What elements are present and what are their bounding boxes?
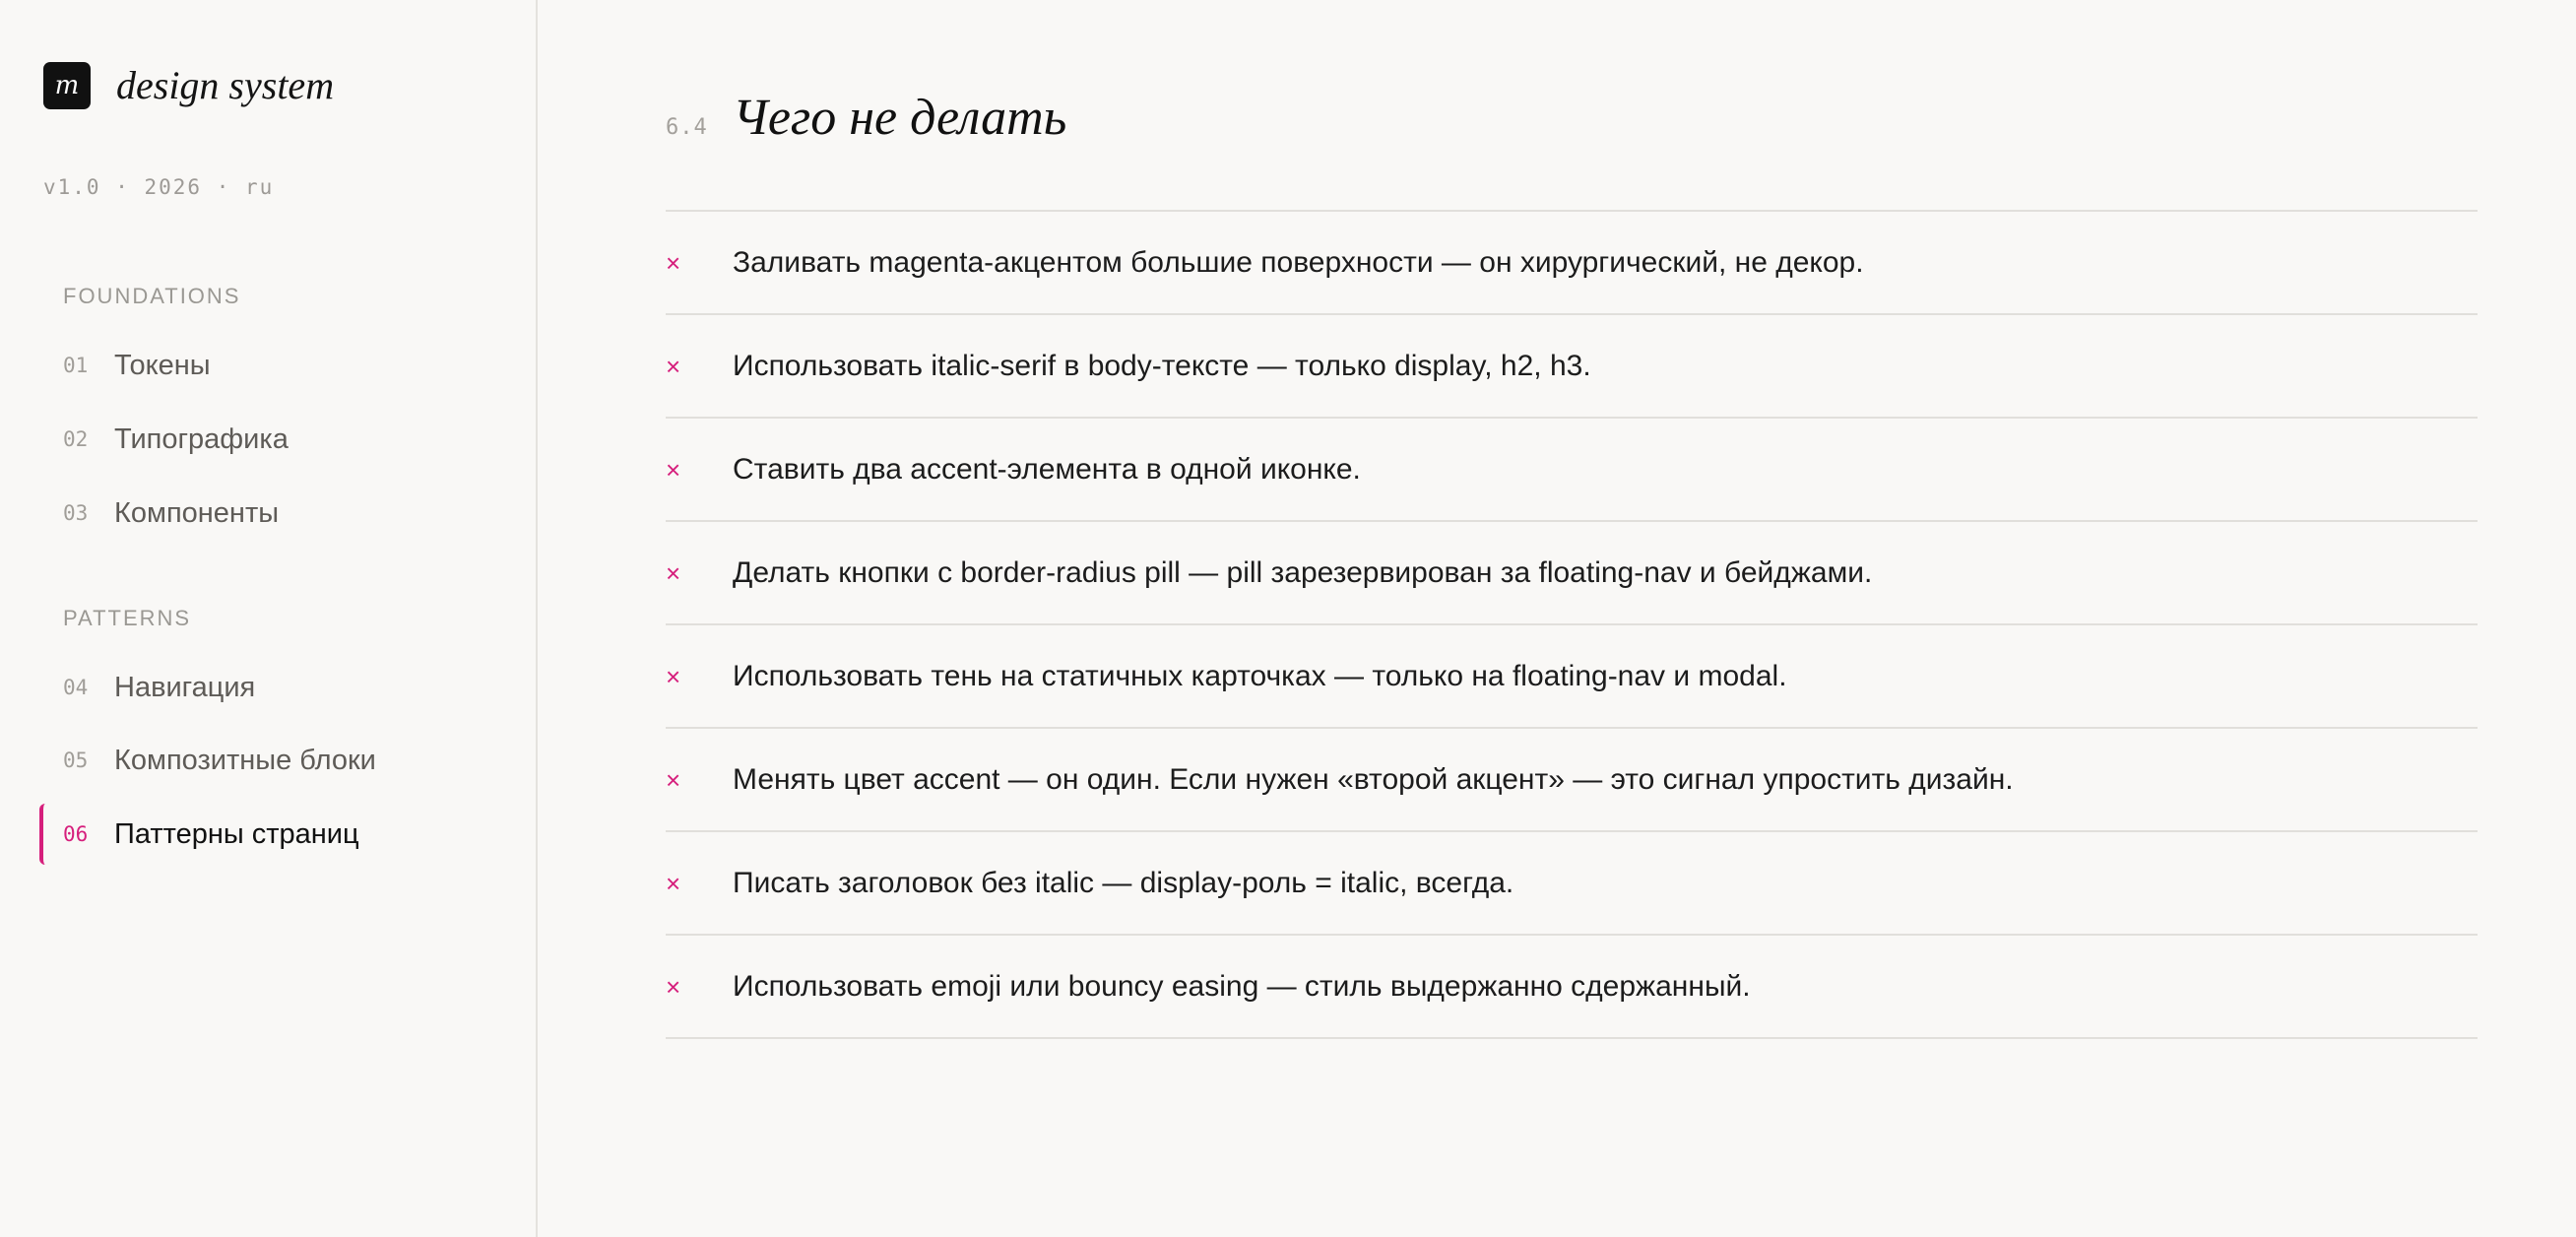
sidebar-item-composite-blocks[interactable] — [39, 730, 512, 791]
nav-item-label: Компоненты — [114, 496, 280, 529]
nav-item-number: 01 — [63, 354, 89, 377]
logo-icon: m — [43, 62, 91, 109]
rule-text: Использовать italic-serif в body-тексте — только display, h2, h3. — [733, 349, 1591, 382]
sidebar-item-typography[interactable] — [39, 409, 512, 470]
cross-icon: × — [666, 971, 681, 1002]
brand-name: design system — [116, 63, 335, 107]
rule-text: Писать заголовок без italic — display-роль = italic, всегда. — [733, 866, 1514, 899]
nav-item-label: Токены — [114, 349, 211, 381]
list-item — [666, 936, 2478, 1039]
cross-icon: × — [666, 557, 681, 588]
list-item — [666, 832, 2478, 936]
main-content — [538, 0, 2576, 1237]
nav-item-number: 06 — [63, 822, 89, 846]
section-number: 6.4 — [666, 115, 708, 140]
nav-section-patterns: PATTERNS — [63, 606, 192, 630]
dont-rules-list — [666, 210, 2478, 1039]
nav-item-number: 02 — [63, 427, 89, 451]
cross-icon: × — [666, 351, 681, 381]
cross-icon: × — [666, 247, 681, 278]
nav-section-foundations: FOUNDATIONS — [63, 284, 241, 308]
rule-text: Использовать emoji или bouncy easing — стиль выдержанно сдержанный. — [733, 969, 1751, 1003]
nav-item-number: 04 — [63, 676, 89, 699]
sidebar-item-components[interactable] — [39, 483, 512, 544]
cross-icon: × — [666, 661, 681, 691]
sidebar-item-tokens[interactable] — [39, 335, 512, 396]
rule-text: Менять цвет accent — он один. Если нужен «второй акцент» — это сигнал упростить дизайн. — [733, 762, 2014, 796]
cross-icon: × — [666, 764, 681, 795]
nav-item-label: Навигация — [114, 671, 256, 703]
rule-text: Ставить два accent-элемента в одной иконке. — [733, 452, 1361, 486]
list-item — [666, 315, 2478, 419]
list-item — [666, 522, 2478, 625]
list-item — [666, 212, 2478, 315]
cross-icon: × — [666, 454, 681, 485]
rule-text: Заливать magenta-акцентом большие поверхности — он хирургический, не декор. — [733, 245, 1864, 279]
nav-item-label: Паттерны страниц — [114, 817, 359, 850]
rule-text: Использовать тень на статичных карточках — только на floating-nav и modal. — [733, 659, 1787, 692]
nav-item-number: 03 — [63, 501, 89, 525]
nav-item-label: Типографика — [114, 423, 289, 455]
list-item — [666, 625, 2478, 729]
list-item — [666, 729, 2478, 832]
sidebar — [0, 0, 538, 1237]
brand[interactable] — [43, 62, 334, 109]
rule-text: Делать кнопки с border-radius pill — pill зарезервирован за floating-nav и бейджами. — [733, 555, 1873, 589]
sidebar-item-page-patterns[interactable] — [39, 804, 512, 865]
section-header — [666, 89, 1066, 147]
sidebar-item-navigation[interactable] — [39, 657, 512, 718]
cross-icon: × — [666, 868, 681, 898]
nav-item-number: 05 — [63, 749, 89, 772]
page-title: Чего не делать — [733, 90, 1067, 146]
version-label: v1.0 · 2026 · ru — [43, 175, 275, 199]
list-item — [666, 419, 2478, 522]
nav-item-label: Композитные блоки — [114, 744, 376, 776]
